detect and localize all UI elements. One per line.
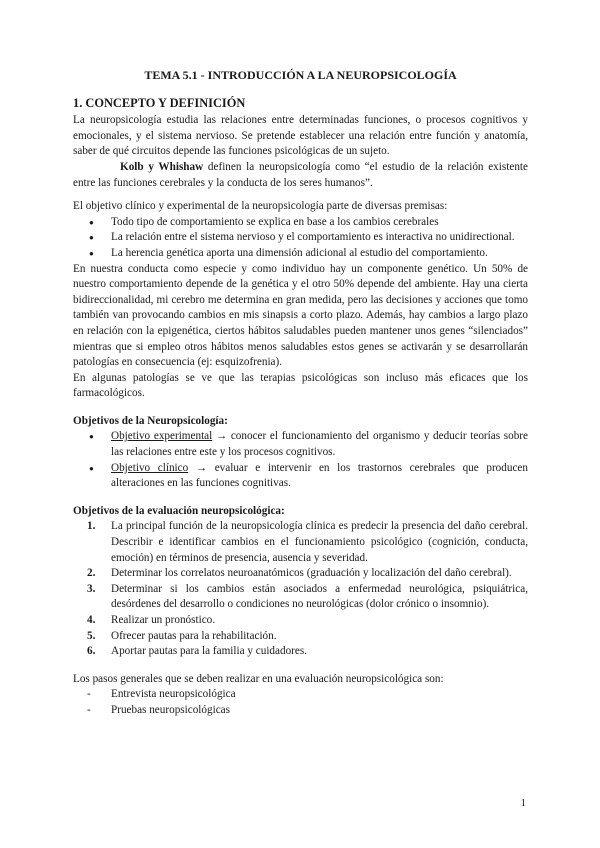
steps-intro: Los pasos generales que se deben realizar en una evaluación neuropsicológica son: xyxy=(73,672,444,685)
list-item: 3. Determinar si los cambios están asociados a enfermedad neurológica, psiquiátrica, desórdenes del desarrollo o condiciones no neurológicas (dolor crónico o insomnio). xyxy=(87,582,528,611)
premises-intro: El objetivo clínico y experimental de la neuropsicología parte de diversas premisas: xyxy=(73,200,448,213)
paragraph-genetics: En nuestra conducta como especie y como individuo hay un componente genético. Un 50% de nuestro comportamiento depende de la genética y el otro 50% depende del ambiente. Hay una cierta bidireccionalidad, mi cerebro me determina en gran medida, pero las decisiones y acciones que tomo también van provocando cambios en mis sinapsis a corto plazo. Además, hay cambios a largo plazo en relación con la epigenética, ciertos hábitos saludables pueden mantener unos genes “silenciados” mientras que si empleo otros hábitos menos saludables estos genes se activarán y se desarrollarán patologías en consecuencia (ej: esquizofrenia). xyxy=(73,262,528,369)
paragraph-therapies: En algunas patologías se ve que las terapias psicológicas son incluso más eficaces que los farmacológicos. xyxy=(73,371,528,400)
list-item: - Entrevista neuropsicológica xyxy=(111,687,528,703)
list-item xyxy=(111,429,528,460)
objective-label: Objetivo experimental xyxy=(111,430,213,443)
list-item: 6. Aportar pautas para la familia y cuidadores. xyxy=(87,645,308,658)
section-heading-concept: 1. CONCEPTO Y DEFINICIÓN xyxy=(73,95,246,110)
list-item: ● La relación entre el sistema nervioso y el comportamiento es interactiva no unidirectional. xyxy=(111,230,528,246)
objectives-list xyxy=(73,429,528,491)
list-item: ● La herencia genética aporta una dimensión adicional al estudio del comportamiento. xyxy=(111,246,528,262)
list-item: 1. La principal función de la neuropsicología clínica es predecir la presencia del daño cerebral. Describir e identificar cambios en el funcionamiento psicológico (cognición, conducta, emoción) en términos de presencia, ausencia y severidad. xyxy=(87,520,528,564)
list-item: - Pruebas neuropsicológicas xyxy=(111,703,528,719)
objectives-heading: Objetivos de la Neuropsicología: xyxy=(73,414,228,427)
evaluation-heading: Objetivos de la evaluación neuropsicológica: xyxy=(73,504,285,517)
list-item: 2. Determinar los correlatos neuroanatómicos (graduación y localización del daño cerebral). xyxy=(87,567,512,580)
document-page xyxy=(73,68,528,719)
paragraph-intro: La neuropsicología estudia las relaciones entre determinadas funciones, o procesos cognitivos y emocionales, y el sistema nervioso. Se pretende establecer una relación entre función y anatomía, saber de qué circuitos depende las funciones psicológicas de un sujeto. xyxy=(73,114,528,158)
page-number: 1 xyxy=(520,797,526,809)
list-item: 4. Realizar un pronóstico. xyxy=(87,614,216,626)
list-item: ● Todo tipo de comportamiento se explica en base a los cambios cerebrales xyxy=(111,215,528,231)
paragraph-definition xyxy=(73,160,528,191)
list-item xyxy=(111,461,528,492)
list-item: 5. Ofrecer pautas para la rehabilitación. xyxy=(87,629,277,642)
premises-list xyxy=(73,215,528,262)
evaluation-list xyxy=(73,519,528,659)
definition-text: definen la neuropsicología como “el estudio de la relación existente entre las funciones cerebrales y la conducta de los seres humanos”. xyxy=(73,160,528,189)
objective-text: → evaluar e intervenir en los trastornos cerebrales que producen alteraciones en las funciones cognitivas. xyxy=(111,461,528,490)
objective-label: Objetivo clínico xyxy=(111,461,189,474)
objective-text: → conocer el funcionamiento del organismo y deducir teorías sobre las relaciones entre este y los procesos cognitivos. xyxy=(111,430,529,459)
steps-list xyxy=(73,687,528,718)
authors-name: Kolb y Whishaw xyxy=(120,160,204,173)
document-title: TEMA 5.1 - INTRODUCCIÓN A LA NEUROPSICOLOGÍA xyxy=(144,68,457,82)
